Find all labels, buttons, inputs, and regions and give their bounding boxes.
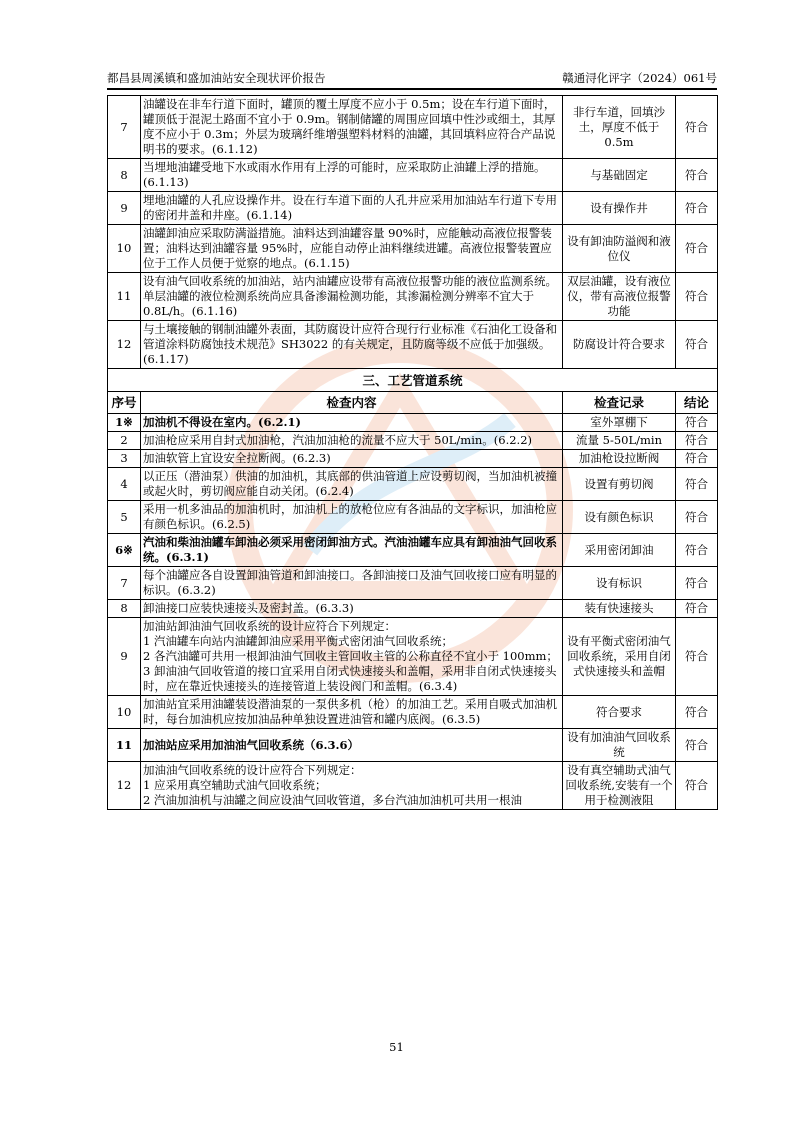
header-report-title: 都昌县周溪镇和盛加油站安全现状评价报告	[107, 71, 326, 85]
row-record: 非行车道，回填沙土，厚度不低于0.5m	[563, 96, 676, 159]
pipeline-rows	[108, 414, 718, 810]
column-header-row	[108, 392, 718, 414]
row-number: 6※	[108, 534, 141, 567]
row-number: 8	[108, 600, 141, 618]
table-row	[108, 600, 718, 618]
table-row	[108, 432, 718, 450]
row-result: 符合	[676, 321, 718, 369]
row-result: 符合	[676, 696, 718, 729]
table-row	[108, 534, 718, 567]
row-record: 符合要求	[563, 696, 676, 729]
row-number: 4	[108, 468, 141, 501]
row-number: 10	[108, 225, 141, 273]
section-title: 三、工艺管道系统	[108, 369, 718, 392]
row-content: 加油机不得设在室内。(6.2.1)	[141, 414, 563, 432]
table-row	[108, 729, 718, 762]
row-content: 每个油罐应各自设置卸油管道和卸油接口。各卸油接口及油气回收接口应有明显的标识。(6.3.2)	[141, 567, 563, 600]
col-header-content: 检查内容	[141, 392, 563, 414]
row-result: 符合	[676, 192, 718, 225]
row-result: 符合	[676, 225, 718, 273]
row-result: 符合	[676, 273, 718, 321]
row-content: 设有油气回收系统的加油站，站内油罐应设带有高液位报警功能的液位监测系统。单层油罐的液位检测系统尚应具备渗漏检测功能，其渗漏检测分辨率不宜大于 0.8L/h。(6.1.16)	[141, 273, 563, 321]
row-result: 符合	[676, 534, 718, 567]
row-content: 加油软管上宜设安全拉断阀。(6.2.3)	[141, 450, 563, 468]
row-content: 埋地油罐的人孔应设操作井。设在行车道下面的人孔井应采用加油站车行道下专用的密闭井盖和井座。(6.1.14)	[141, 192, 563, 225]
row-content: 与土壤接触的钢制油罐外表面，其防腐设计应符合现行行业标准《石油化工设备和管道涂料防腐蚀技术规范》SH3022 的有关规定，且防腐等级不应低于加强级。(6.1.17)	[141, 321, 563, 369]
row-record: 防腐设计符合要求	[563, 321, 676, 369]
table-row	[108, 618, 718, 696]
row-record: 设有平衡式密闭油气回收系统，采用自闭式快速接头和盖帽	[563, 618, 676, 696]
row-number: 12	[108, 321, 141, 369]
table-row	[108, 468, 718, 501]
row-number: 7	[108, 567, 141, 600]
col-header-result: 结论	[676, 392, 718, 414]
table-row	[108, 225, 718, 273]
row-record: 设有卸油防溢阀和液位仪	[563, 225, 676, 273]
row-result: 符合	[676, 618, 718, 696]
row-result: 符合	[676, 729, 718, 762]
row-content: 当埋地油罐受地下水或雨水作用有上浮的可能时，应采取防止油罐上浮的措施。(6.1.13)	[141, 159, 563, 192]
row-number: 12	[108, 762, 141, 810]
row-result: 符合	[676, 567, 718, 600]
row-record: 双层油罐，设有液位仪，带有高液位报警功能	[563, 273, 676, 321]
tank-rows	[108, 96, 718, 369]
row-content: 加油枪应采用自封式加油枪，汽油加油枪的流量不应大于 50L/min。(6.2.2)	[141, 432, 563, 450]
row-content: 卸油接口应装快速接头及密封盖。(6.3.3)	[141, 600, 563, 618]
row-record: 设有操作井	[563, 192, 676, 225]
table-row	[108, 321, 718, 369]
row-result: 符合	[676, 414, 718, 432]
table-row	[108, 762, 718, 810]
row-content: 加油站宜采用油罐装设潜油泵的一泵供多机（枪）的加油工艺。采用自吸式加油机时，每台加油机应按加油品种单独设置进油管和罐内底阀。(6.3.5)	[141, 696, 563, 729]
row-result: 符合	[676, 501, 718, 534]
row-number: 10	[108, 696, 141, 729]
row-record: 设有加油油气回收系统	[563, 729, 676, 762]
row-record: 流量 5-50L/min	[563, 432, 676, 450]
row-content: 以正压（潜油泵）供油的加油机，其底部的供油管道上应设剪切阀，当加油机被撞或起火时，剪切阀应能自动关闭。(6.2.4)	[141, 468, 563, 501]
table-row	[108, 159, 718, 192]
row-record: 装有快速接头	[563, 600, 676, 618]
row-content: 采用一机多油品的加油机时，加油机上的放枪位应有各油品的文字标识，加油枪应有颜色标识。(6.2.5)	[141, 501, 563, 534]
row-number: 11	[108, 273, 141, 321]
table-row	[108, 192, 718, 225]
row-record: 与基础固定	[563, 159, 676, 192]
table-row	[108, 450, 718, 468]
row-number: 8	[108, 159, 141, 192]
row-record: 设有真空辅助式油气回收系统,安装有一个用于检测液阻	[563, 762, 676, 810]
col-header-no: 序号	[108, 392, 141, 414]
row-number: 2	[108, 432, 141, 450]
row-number: 7	[108, 96, 141, 159]
row-content: 油罐设在非车行道下面时，罐顶的覆土厚度不应小于 0.5m；设在车行道下面时，罐顶低于混泥土路面不宜小于 0.9m。钢制储罐的周围应回填中性沙或细土，其厚度不应小于 0.3m；外层为玻璃纤维增强塑料材料的油罐，其回填料应符合产品说明书的要求。(6.1.12)	[141, 96, 563, 159]
row-result: 符合	[676, 159, 718, 192]
row-content: 加油站应采用加油油气回收系统（6.3.6）	[141, 729, 563, 762]
row-number: 5	[108, 501, 141, 534]
page-number: 51	[389, 1040, 404, 1054]
row-record: 加油枪设拉断阀	[563, 450, 676, 468]
table-row	[108, 696, 718, 729]
col-header-record: 检查记录	[563, 392, 676, 414]
page-header	[107, 68, 717, 90]
safety-inspection-table	[107, 95, 718, 810]
row-record: 设置有剪切阀	[563, 468, 676, 501]
row-record: 室外罩棚下	[563, 414, 676, 432]
row-number: 1※	[108, 414, 141, 432]
row-result: 符合	[676, 468, 718, 501]
row-content: 油罐卸油应采取防满溢措施。油料达到油罐容量 90%时，应能触动高液位报警装置；油料达到油罐容量 95%时，应能自动停止油料继续进罐。高液位报警装置应位于工作人员便于觉察的地点。(6.1.15)	[141, 225, 563, 273]
row-record: 设有颜色标识	[563, 501, 676, 534]
header-report-number: 赣通浔化评字（2024）061号	[562, 71, 717, 85]
row-content: 汽油和柴油油罐车卸油必须采用密闭卸油方式。汽油油罐车应具有卸油油气回收系统。(6.3.1)	[141, 534, 563, 567]
table-row	[108, 414, 718, 432]
table-row	[108, 501, 718, 534]
row-result: 符合	[676, 96, 718, 159]
row-number: 9	[108, 192, 141, 225]
table-row	[108, 567, 718, 600]
row-result: 符合	[676, 432, 718, 450]
row-record: 采用密闭卸油	[563, 534, 676, 567]
row-result: 符合	[676, 762, 718, 810]
row-record: 设有标识	[563, 567, 676, 600]
row-content: 加油油气回收系统的设计应符合下列规定： 1 应采用真空辅助式油气回收系统； 2 汽油加油机与油罐之间应设油气回收管道，多台汽油加油机可共用一根油	[141, 762, 563, 810]
table-row	[108, 96, 718, 159]
row-result: 符合	[676, 600, 718, 618]
row-result: 符合	[676, 450, 718, 468]
row-number: 9	[108, 618, 141, 696]
table-row	[108, 273, 718, 321]
section-header-group	[108, 369, 718, 414]
row-number: 3	[108, 450, 141, 468]
row-content: 加油站卸油油气回收系统的设计应符合下列规定： 1 汽油罐车向站内油罐卸油应采用平衡式密闭油气回收系统； 2 各汽油罐可共用一根卸油油气回收主管回收主管的公称直径不宜小于 100mm； 3 卸油油气回收管道的接口宜采用自闭式快速接头和盖帽，采用非自闭式快速接头时，应在靠近快速接头的连接管道上装设阀门和盖帽。(6.3.4)	[141, 618, 563, 696]
section-header-row	[108, 369, 718, 392]
row-number: 11	[108, 729, 141, 762]
